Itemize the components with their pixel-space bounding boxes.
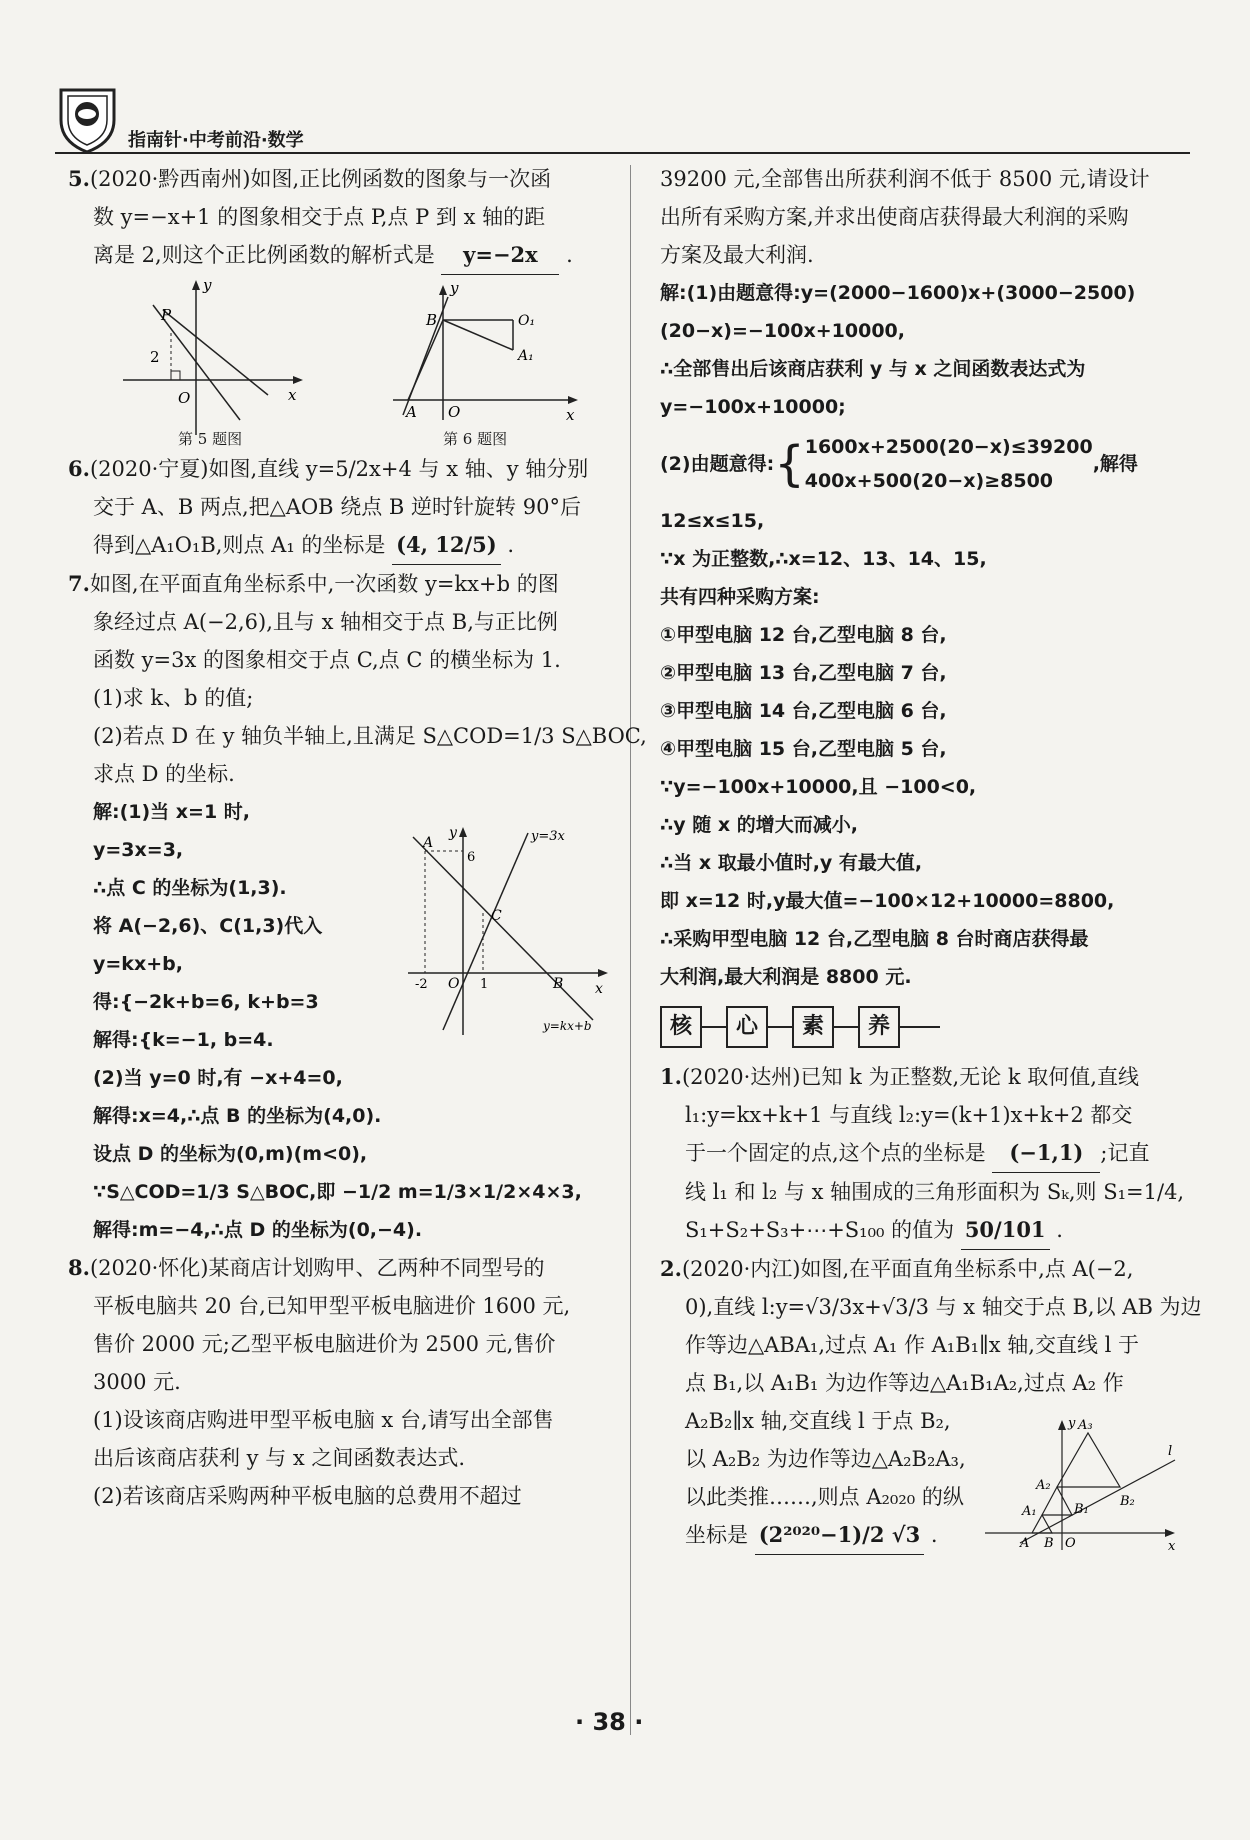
figure-label: -2 xyxy=(415,977,428,992)
question-text: 以此类推……,则点 A₂₀₂₀ 的纵 xyxy=(685,1485,964,1509)
figure-label: y xyxy=(203,276,212,294)
solution-line: (2)当 y=0 时,有 −x+4=0, xyxy=(93,1067,343,1089)
figure-label: A₂ xyxy=(1036,1478,1051,1493)
figure-label: A xyxy=(423,835,434,851)
question-text: 售价 2000 元;乙型平板电脑进价为 2500 元,售价 xyxy=(93,1332,556,1356)
question-text: 出所有采购方案,并求出使商店获得最大利润的采购 xyxy=(660,205,1129,229)
question-7 xyxy=(68,565,647,1249)
figure-label: y xyxy=(1068,1416,1076,1431)
figure-label: B xyxy=(1044,1536,1054,1551)
question-number: 7. xyxy=(68,571,90,596)
figure-5 xyxy=(118,275,318,448)
answer-blank: y=−2x xyxy=(441,236,559,275)
question-text: S₁+S₂+S₃+⋯+S₁₀₀ 的值为 xyxy=(685,1218,955,1242)
question-text: 离是 2,则这个正比例函数的解析式是 xyxy=(93,243,435,267)
solution-line: 共有四种采购方案: xyxy=(660,586,820,608)
solution-line: ∴全部售出后该商店获利 y 与 x 之间函数表达式为 xyxy=(660,358,1086,380)
question-text: (2020·宁夏)如图,直线 y=5/2x+4 与 x 轴、y 轴分别 xyxy=(89,457,589,481)
question-text: 平板电脑共 20 台,已知甲型平板电脑进价 1600 元, xyxy=(93,1294,571,1318)
answer-blank: 50/101 xyxy=(961,1211,1050,1250)
figure-label: 1 xyxy=(480,977,489,992)
section-title-char: 核 xyxy=(660,1006,702,1048)
question-text: 0),直线 l:y=√3/3x+√3/3 与 x 轴交于点 B,以 AB 为边 xyxy=(685,1295,1202,1319)
question-8-continued xyxy=(660,160,1188,996)
question-number: 8. xyxy=(68,1255,90,1280)
question-text: 线 l₁ 和 l₂ 与 x 轴围成的三角形面积为 Sₖ,则 S₁=1/4, xyxy=(685,1180,1185,1204)
question-text: 方案及最大利润. xyxy=(660,243,814,267)
figure-caption: 第 6 题图 xyxy=(443,430,508,448)
figure-label: B₂ xyxy=(1120,1494,1135,1509)
question-text: (1)求 k、b 的值; xyxy=(93,686,254,710)
solution-line: 解得:x=4,∴点 B 的坐标为(4,0). xyxy=(93,1105,382,1127)
solution-line: 400x+500(20−x)≥8500 xyxy=(804,470,1054,492)
question-text: 坐标是 xyxy=(685,1523,748,1547)
solution-line: 12≤x≤15, xyxy=(660,510,765,532)
solution-line: ∴点 C 的坐标为(1,3). xyxy=(93,877,287,899)
question-text: 以 A₂B₂ 为边作等边△A₂B₂A₃, xyxy=(685,1447,966,1471)
header-title: 指南针·中考前沿·数学 xyxy=(128,130,304,151)
question-text: 39200 元,全部售出所获利润不低于 8500 元,请设计 xyxy=(660,167,1150,191)
question-text: (2020·内江)如图,在平面直角坐标系中,点 A(−2, xyxy=(681,1257,1134,1281)
question-text: 求点 D 的坐标. xyxy=(93,762,235,786)
solution-line: y=3x=3, xyxy=(93,839,184,861)
right-column xyxy=(660,160,1202,1555)
solution-line: ∴采购甲型电脑 12 台,乙型电脑 8 台时商店获得最 xyxy=(660,928,1089,950)
figure-label: y=3x xyxy=(531,829,565,844)
question-number: 1. xyxy=(660,1064,682,1089)
figure-label: y xyxy=(449,825,457,841)
question-5: 5.(2020·黔西南州)如图,正比例函数的图象与一次函 数 y=−x+1 的图象相交于点 P,点 P 到 x 轴的距 离是 2,则这个正比例函数的解析式是 y=−2x . xyxy=(68,160,613,275)
left-column xyxy=(68,160,647,1515)
brace-icon: { xyxy=(774,436,805,492)
answer-blank: (−1,1) xyxy=(992,1134,1100,1173)
question-text: (2020·黔西南州)如图,正比例函数的图象与一次函 xyxy=(89,167,552,191)
solution-line: ④甲型电脑 15 台,乙型电脑 5 台, xyxy=(660,738,947,760)
solution-line: 大利润,最大利润是 8800 元. xyxy=(660,966,912,988)
figure-label: A₃ xyxy=(1078,1418,1093,1433)
solution-line: (20−x)=−100x+10000, xyxy=(660,320,905,342)
solution-line: ,解得 xyxy=(1092,453,1138,475)
figure-label: B xyxy=(553,976,564,992)
column-divider xyxy=(630,165,631,1735)
figure-label: O xyxy=(448,403,461,421)
solution-line: y=kx+b, xyxy=(93,953,183,975)
solution-line: ①甲型电脑 12 台,乙型电脑 8 台, xyxy=(660,624,947,646)
section-title xyxy=(660,1002,1188,1052)
question-text: (2)若该商店采购两种平板电脑的总费用不超过 xyxy=(93,1484,522,1508)
solution-line: 解:(1)由题意得:y=(2000−1600)x+(3000−2500) xyxy=(660,282,1136,304)
page-number: · 38 · xyxy=(575,1708,644,1736)
solution-line: 解得:{k=−1, b=4. xyxy=(93,1029,274,1051)
question-text: 点 B₁,以 A₁B₁ 为边作等边△A₁B₁A₂,过点 A₂ 作 xyxy=(685,1371,1124,1395)
figures-5-6 xyxy=(68,275,613,450)
figure-label: P xyxy=(161,306,172,324)
solution-line: 设点 D 的坐标为(0,m)(m<0), xyxy=(93,1143,368,1165)
solution-line: ∴y 随 x 的增大而减小, xyxy=(660,814,858,836)
divider xyxy=(768,1026,792,1028)
figure-label: O₁ xyxy=(518,313,536,329)
question-text: 出后该商店获利 y 与 x 之间函数表达式. xyxy=(93,1446,466,1470)
question-6: 6.(2020·宁夏)如图,直线 y=5/2x+4 与 x 轴、y 轴分别 交于 A、B 两点,把△AOB 绕点 B 逆时针旋转 90°后 得到△A₁O₁B,则点 A₁ 的坐标是 (4, 12/5) . xyxy=(68,450,613,565)
section-title-char: 养 xyxy=(858,1006,900,1048)
question-text: 3000 元. xyxy=(93,1370,181,1394)
figure-label: O xyxy=(448,976,460,992)
figure-label: A xyxy=(406,403,417,421)
header-rule xyxy=(55,152,1190,154)
question-number: 2. xyxy=(660,1256,682,1281)
divider xyxy=(702,1026,726,1028)
solution-line: y=−100x+10000; xyxy=(660,396,846,418)
figure-label: O xyxy=(1065,1536,1076,1551)
figure-6 xyxy=(388,275,598,448)
divider xyxy=(834,1026,858,1028)
section-title-char: 心 xyxy=(726,1006,768,1048)
figure-label: A₁ xyxy=(518,348,534,364)
solution-line: (2)由题意得: xyxy=(660,453,775,475)
solution-line: ∵x 为正整数,∴x=12、13、14、15, xyxy=(660,548,987,570)
figure-label: 6 xyxy=(467,850,476,865)
figure-label: x xyxy=(1168,1539,1176,1554)
solution-line: 解得:m=−4,∴点 D 的坐标为(0,−4). xyxy=(93,1219,423,1241)
question-text: (2020·怀化)某商店计划购甲、乙两种不同型号的 xyxy=(89,1256,545,1280)
solution-line: 得:{−2k+b=6, k+b=3 xyxy=(93,991,319,1013)
question-text: 作等边△ABA₁,过点 A₁ 作 A₁B₁∥x 轴,交直线 l 于 xyxy=(685,1333,1140,1357)
solution-line: 1600x+2500(20−x)≤39200 xyxy=(804,436,1093,458)
figure-label: B₁ xyxy=(1074,1502,1089,1517)
answer-blank: (4, 12/5) xyxy=(392,526,501,565)
solution-line: ③甲型电脑 14 台,乙型电脑 6 台, xyxy=(660,700,947,722)
figure-caption: 第 5 题图 xyxy=(178,430,243,448)
question-text: 交于 A、B 两点,把△AOB 绕点 B 逆时针旋转 90°后 xyxy=(93,495,581,519)
figure-label: y=kx+b xyxy=(543,1019,592,1033)
solution-line: 解:(1)当 x=1 时, xyxy=(93,801,251,823)
question-text: 函数 y=3x 的图象相交于点 C,点 C 的横坐标为 1. xyxy=(93,648,561,672)
question-text: 象经过点 A(−2,6),且与 x 轴相交于点 B,与正比例 xyxy=(93,610,558,634)
solution-line: ∴当 x 取最小值时,y 有最大值, xyxy=(660,852,923,874)
solution-line: 将 A(−2,6)、C(1,3)代入 xyxy=(93,915,323,937)
figure-label: 2 xyxy=(150,348,160,366)
figure-label: B xyxy=(426,311,438,329)
figure-label: l xyxy=(1168,1444,1173,1459)
divider xyxy=(900,1026,940,1028)
figure-7 xyxy=(403,825,613,1040)
figure-label: O xyxy=(178,389,191,407)
question-text: l₁:y=kx+k+1 与直线 l₂:y=(k+1)x+k+2 都交 xyxy=(685,1103,1133,1127)
question-text: (2020·达州)已知 k 为正整数,无论 k 取何值,直线 xyxy=(681,1065,1139,1089)
solution-line: ∵S△COD=1/3 S△BOC,即 −1/2 m=1/3×1/2×4×3, xyxy=(93,1181,582,1203)
question-text: ;记直 xyxy=(1100,1141,1150,1165)
figure-label: C xyxy=(491,908,502,924)
answer-blank: (2²⁰²⁰−1)/2 √3 xyxy=(755,1516,925,1555)
solution-line: ∵y=−100x+10000,且 −100<0, xyxy=(660,776,977,798)
question-text: (2)若点 D 在 y 轴负半轴上,且满足 S△COD=1/3 S△BOC, xyxy=(93,724,647,748)
figure-label: A₁ xyxy=(1022,1504,1037,1519)
question-text: 数 y=−x+1 的图象相交于点 P,点 P 到 x 轴的距 xyxy=(93,205,546,229)
figure-label: x xyxy=(566,406,575,424)
solution-line: ②甲型电脑 13 台,乙型电脑 7 台, xyxy=(660,662,947,684)
question-text: 于一个固定的点,这个点的坐标是 xyxy=(685,1141,986,1165)
question-text: 如图,在平面直角坐标系中,一次函数 y=kx+b 的图 xyxy=(89,572,559,596)
section-title-char: 素 xyxy=(792,1006,834,1048)
solution-line: 即 x=12 时,y最大值=−100×12+10000=8800, xyxy=(660,890,1115,912)
figure-label: x xyxy=(288,386,297,404)
solution-system xyxy=(660,426,1188,502)
figure-core-2 xyxy=(980,1415,1180,1555)
figure-label: x xyxy=(595,981,603,997)
question-number: 6. xyxy=(68,456,90,481)
page-header xyxy=(55,82,1190,157)
core-question-1: 1.(2020·达州)已知 k 为正整数,无论 k 取何值,直线 l₁:y=kx+k+1 与直线 l₂:y=(k+1)x+k+2 都交 于一个固定的点,这个点的坐标是 (−1,1) ;记直 线 l₁ 和 l₂ 与 x 轴围成的三角形面积为 Sₖ,则 S₁=1/4, S₁+S₂+S₃+⋯+S₁₀₀ 的值为 50/101 . xyxy=(660,1058,1188,1250)
figure-label: A xyxy=(1020,1536,1030,1551)
figure-label: y xyxy=(450,279,459,297)
question-text: A₂B₂∥x 轴,交直线 l 于点 B₂, xyxy=(685,1409,951,1433)
question-text: (1)设该商店购进甲型平板电脑 x 台,请写出全部售 xyxy=(93,1408,554,1432)
shield-logo-icon xyxy=(55,82,120,154)
question-text: 得到△A₁O₁B,则点 A₁ 的坐标是 xyxy=(93,533,386,557)
question-number: 5. xyxy=(68,166,90,191)
core-question-2: 2.(2020·内江)如图,在平面直角坐标系中,点 A(−2, 0),直线 l:y=√3/3x+√3/3 与 x 轴交于点 B,以 AB 为边 作等边△ABA₁,过点 A₁ 作 A₁B₁∥x 轴,交直线 l 于 点 B₁,以 A₁B₁ 为边作等边△A₁B₁A₂,过点 A₂ 作 A₂B₂∥x 轴,交直线 l 于点 B₂, 以 A₂B₂ 为边作等边△A₂B₂A₃, 以此类推……,则点 A₂₀₂₀ 的纵 坐标是 (2²⁰²⁰−1)/2 √3 . y x O A B A₁ A₂ A₃ B₁ B₂ l xyxy=(660,1256,1202,1554)
question-8 xyxy=(68,1249,613,1515)
